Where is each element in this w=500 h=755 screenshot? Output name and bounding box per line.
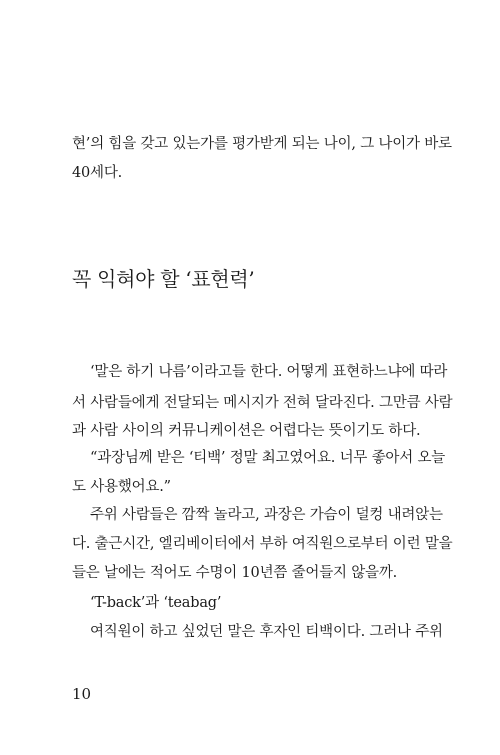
dialogue-line: “과장님께 받은 ‘티백’ 정말 최고였어요. 너무 좋아서 오늘 [90,450,446,466]
page-number: 10 [72,685,92,703]
paragraph-line: 서 사람들에게 전달되는 메시지가 전혀 달라진다. 그만큼 사람 [72,395,453,411]
paragraph-line: 다. 출근시간, 엘리베이터에서 부하 여직원으로부터 이런 말을 [72,536,453,552]
paragraph-line: ‘말은 하기 나름’이라고들 한다. 어떻게 표현하느냐에 따라 [90,364,448,380]
paragraph-line: 주위 사람들은 깜짝 놀라고, 과장은 가슴이 덜컹 내려앉는 [90,507,443,523]
paragraph-line: ‘T-back’과 ‘teabag’ [90,595,222,611]
paragraph-line: 40세다. [72,165,123,181]
paragraph-line: 여직원이 하고 싶었던 말은 후자인 티백이다. 그러나 주위 [90,624,443,640]
dialogue-line: 도 사용했어요.” [72,479,171,495]
paragraph-line: 과 사람 사이의 커뮤니케이션은 어렵다는 뜻이기도 하다. [72,423,421,439]
paragraph-line: 현’의 힘을 갖고 있는가를 평가받게 되는 나이, 그 나이가 바로 [72,136,452,152]
paragraph-line: 들은 날에는 적어도 수명이 10년쯤 줄어들지 않을까. [72,565,398,581]
section-heading: 꼭 익혀야 할 ‘표현력’ [72,267,255,291]
